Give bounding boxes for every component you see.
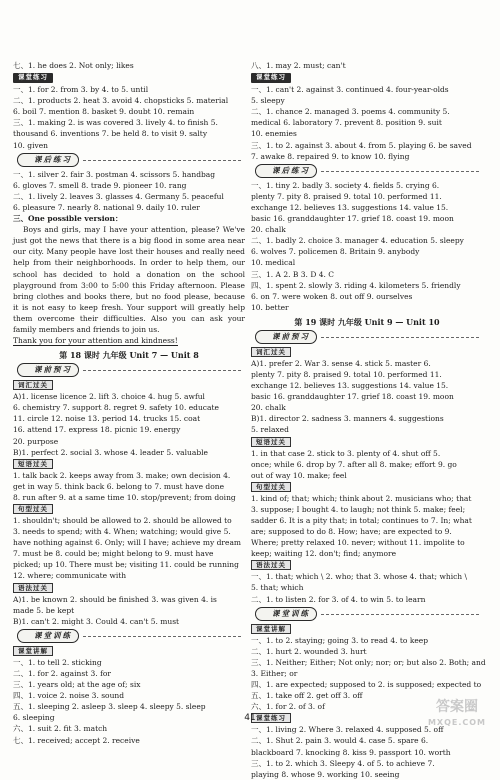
subsection-juxing: 句型过关 [251, 482, 291, 492]
subsection-jiangjie: 课堂讲解 [13, 646, 53, 656]
watermark-text: 答案圈 [436, 699, 478, 715]
banner-label: 课前预习 [17, 363, 79, 377]
answer-line: 1. shouldn't; should be allowed to 2. should be allowed to [13, 516, 232, 525]
answer-line: 六、1. suit 2. fit 3. match [13, 724, 108, 734]
right-column [251, 60, 486, 780]
subsection-duanyu: 短语过关 [13, 459, 53, 469]
answer-line: plenty 7. pity 8. praised 9. total 10. performed 11. [251, 191, 442, 201]
subsection-cihui: 词汇过关 [251, 347, 291, 357]
divider [321, 171, 479, 172]
answer-line: 五、1. sleeping 2. asleep 3. sleep 4. sleepy 5. sleep [13, 702, 206, 712]
answer-line: keep; waiting 12. don't; find; anymore [251, 549, 397, 559]
answer-line: 二、1. chance 2. managed 3. poems 4. community 5. [251, 107, 450, 117]
section-banner-ketang [251, 607, 483, 622]
answer-line: A)1. prefer 2. War 3. sense 4. stick 5. master 6. [251, 358, 431, 368]
watermark-url: MXQE.COM [427, 718, 487, 727]
subsection-duanyu: 短语过关 [251, 437, 291, 447]
answer-line: 三、1. to 2. which 3. Sleepy 4. of 5. to achieve 7. [251, 758, 435, 768]
answer-line: 6. wolves 7. policemen 8. Britain 9. anybody [251, 247, 420, 257]
answer-line: 10. medical [251, 258, 296, 268]
divider [83, 160, 241, 161]
divider [83, 370, 241, 371]
answer-line: 5. sleepy [251, 96, 285, 106]
answer-line: 三、1. making 2. is was covered 3. lively 4. to finish 5. [13, 118, 218, 128]
answer-line: basic 16. granddaughter 17. grief 18. coast 19. moon [251, 392, 454, 402]
answer-line: 三、1. Neither; Either; Not only; nor; or; but also 2. Both; and [251, 657, 486, 667]
answer-line: basic 16. granddaughter 17. grief 18. coast 19. moon [251, 214, 454, 224]
answer-line: have nothing against 6. Only; will I have; achieve my dream [13, 538, 242, 548]
answer-line: 3. needs to spend; with 4. When; watching; would give 5. [13, 527, 231, 537]
answer-line: 七、1. he does 2. Not only; likes [13, 61, 134, 70]
answer-line: 二、1. for 2. against 3. for [13, 668, 111, 678]
section-banner-kehou [251, 164, 483, 179]
answer-line: 四、1. are expected; supposed to 2. is supposed; expected to [251, 680, 482, 690]
answer-line: are; supposed to do 8. How; have; are expected to 9. [251, 527, 452, 537]
answer-line: made 5. be kept [13, 605, 75, 615]
divider [321, 337, 479, 338]
answer-line: 四、1. voice 2. noise 3. sound [13, 691, 125, 701]
answer-line: 20. chalk [251, 403, 286, 413]
essay-text: Boys and girls, may I have your attention, please? We've just got the news that there is a big flood in some area near our city. Many people have lost their houses and really need help from their neighborhoods. In order to help them, our school has decided to hold a donation on the school playground from 3:00 to 5:00 this Friday afternoon. Please bring clothes and books there, but no food please, because it is not easy to keep fresh. Your support will greatly help them overcome their difficulties. Also you can ask your family members and friends to join us. [13, 225, 245, 334]
answer-line: 三、One possible version： [13, 214, 123, 224]
divider [321, 614, 479, 615]
answer-line: 一、1. living 2. Where 3. relaxed 4. supposed 5. off [251, 725, 444, 735]
answer-line: picked; up 10. There must be; visiting 11. could be running [13, 560, 239, 570]
banner-label: 课堂训练 [17, 629, 79, 643]
answer-line: 二、1. hurt 2. wounded 3. hurt [251, 646, 367, 656]
answer-line: exchange 12. believes 13. suggestions 14. value 15. [251, 381, 449, 391]
answer-line: 五、1. take off 2. get off 3. off [251, 691, 363, 701]
section-banner-ketang [13, 629, 245, 644]
answer-line: thousand 6. inventions 7. be held 8. to visit 9. salty [13, 129, 208, 139]
answer-line: 6. pleasure 7. nearly 8. national 9. daily 10. ruler [13, 202, 200, 212]
answer-line: 二、1. badly 2. choice 3. manager 4. education 5. sleepy [251, 236, 464, 246]
section-ketang-lianxi: 课堂练习 [251, 73, 291, 83]
answer-line: Where; pretty relaxed 10. never; without 11. impolite to [251, 538, 465, 548]
answer-line: 六、1. for 2. of 3. of [251, 702, 325, 712]
left-column [13, 60, 245, 746]
divider [83, 636, 241, 637]
answer-line: medical 6. laboratory 7. prevent 8. position 9. suit [251, 118, 442, 128]
lesson-title: 第 18 课时 九年级 Unit 7 — Unit 8 [59, 350, 199, 361]
answer-line: A)1. license licence 2. lift 3. choice 4. hug 5. awful [13, 392, 205, 402]
answer-line: plenty 7. pity 8. praised 9. total 10. performed 11. [251, 369, 442, 379]
subsection-jiangjie: 课堂讲解 [251, 624, 291, 634]
answer-line: blackboard 7. knocking 8. kiss 9. passport 10. worth [251, 747, 451, 757]
lesson-title: 第 19 课时 九年级 Unit 9 — Unit 10 [294, 316, 440, 327]
answer-line: 一、1. silver 2. fair 3. postman 4. scissors 5. handbag [13, 169, 216, 179]
answer-line: 8. run after 9. at a same time 10. stop/prevent; from doing [13, 492, 236, 502]
answer-line: 3. suppose; I bought 4. to laugh; not think 5. make; feel; [251, 504, 466, 514]
answer-line: 一、1. to 2. staying; going 3. to read 4. to keep [251, 635, 429, 645]
subsection-lianxi: 课堂练习 [251, 713, 291, 723]
answer-line: 一、1. to tell 2. sticking [13, 657, 102, 667]
subsection-juxing: 句型过关 [13, 504, 53, 514]
banner-label: 课后练习 [255, 164, 317, 178]
answer-line: 八、1. may 2. must; can't [251, 61, 346, 70]
answer-line: out of way 10. make; feel [251, 470, 347, 480]
answer-line: 20. purpose [13, 436, 59, 446]
answer-line: 二、1. lively 2. leaves 3. glasses 4. Germany 5. peaceful [13, 191, 224, 201]
banner-label: 课后练习 [17, 153, 79, 167]
answer-line: 1. kind of; that; which; think about 2. musicians who; that [251, 493, 472, 503]
answer-line: 七、1. received; accept 2. receive [13, 735, 140, 745]
section-banner-keqian [13, 363, 245, 378]
answer-line: 7. must be 8. could be; might belong to 9. must have [13, 549, 214, 559]
answer-line: 三、1. to 2. against 3. about 4. from 5. playing 6. be saved [251, 140, 472, 150]
lesson-heading-18 [13, 349, 245, 361]
answer-line: 10. better [251, 302, 289, 312]
answer-line: B)1. can't 2. might 3. Could 4. can't 5. must [13, 616, 180, 626]
answer-line: A)1. be known 2. should be finished 3. was given 4. is [13, 594, 217, 604]
section-ketang-lianxi: 课堂练习 [13, 73, 53, 83]
answer-line: 二、1. Shut 2. pain 3. would 4. case 5. spare 6. [251, 736, 429, 746]
subsection-cihui: 词汇过关 [13, 380, 53, 390]
answer-line: B)1. director 2. sadness 3. manners 4. suggestions [251, 414, 444, 424]
answer-line: 四、1. spent 2. slowly 3. riding 4. kilometers 5. friendly [251, 280, 461, 290]
banner-label: 课堂训练 [255, 607, 317, 621]
section-banner-kehou [13, 153, 245, 168]
answer-line: 一、1. for 2. from 3. by 4. to 5. until [13, 85, 149, 95]
answer-line: 11. circle 12. noise 13. period 14. trucks 15. coat [13, 414, 201, 424]
answer-line: exchange 12. believes 13. suggestions 14. value 15. [251, 202, 449, 212]
lesson-heading-19 [251, 316, 483, 328]
answer-line: 6. sleeping [13, 713, 55, 723]
answer-line: 6. boil 7. mention 8. basket 9. doubt 10. remain [13, 107, 195, 117]
answer-line: 20. chalk [251, 225, 286, 235]
answer-line: 1. in that case 2. stick to 3. plenty of 4. shut off 5. [251, 448, 441, 458]
answer-line: 一、1. tiny 2. badly 3. society 4. fields 5. crying 6. [251, 180, 440, 190]
answer-line: 6. on 7. were woken 8. out off 9. ourselves [251, 291, 413, 301]
subsection-yufa: 语法过关 [251, 560, 291, 570]
answer-line: 一、1. that; which \ 2. who; that 3. whose 4. that; which \ [251, 572, 468, 582]
answer-line: 12. where; communicate with [13, 571, 127, 581]
answer-line: 三、1. A 2. B 3. D 4. C [251, 269, 334, 279]
answer-line: B)1. perfect 2. social 3. whose 4. leader 5. valuable [13, 447, 208, 457]
watermark-logo [420, 700, 494, 732]
answer-line: 3. Either; or [251, 668, 298, 678]
answer-line: 16. attend 17. express 18. picnic 19. energy [13, 425, 181, 435]
subsection-yufa: 语法过关 [13, 583, 53, 593]
answer-line: 一、1. can't 2. against 3. continued 4. four-year-olds [251, 85, 449, 95]
answer-line: 10. enemies [251, 129, 297, 139]
answer-line: 二、1. products 2. heat 3. avoid 4. chopsticks 5. material [13, 96, 229, 106]
answer-line: 6. gloves 7. smell 8. trade 9. pioneer 10. rang [13, 180, 187, 190]
answer-line: 6. chemistry 7. support 8. regret 9. safety 10. educate [13, 403, 219, 413]
answer-line: sadder 6. It is a pity that; in total; continues to 7. In; what [251, 516, 472, 525]
page-number: 41 [244, 713, 256, 723]
banner-label: 课前预习 [255, 330, 317, 344]
answer-line: 1. talk back 2. keeps away from 3. make; own decision 4. [13, 470, 231, 480]
answer-line: 10. given [13, 140, 49, 150]
answer-line: 二、1. to listen 2. for 3. of 4. to win 5. to learn [251, 594, 426, 604]
answer-line: 三、1. years old; at the age of; six [13, 680, 141, 690]
answer-line: get in way 5. think back 6. belong to 7. must have done [13, 481, 225, 491]
answer-line: 5. relaxed [251, 425, 289, 435]
section-banner-keqian [251, 330, 483, 345]
answer-line: 5. that; which [251, 583, 304, 593]
answer-line: once; while 6. drop by 7. after all 8. make; effort 9. go [251, 459, 457, 469]
answer-line: playing 8. whose 9. working 10. seeing [251, 769, 400, 779]
answer-line: 7. awake 8. repaired 9. to know 10. flying [251, 151, 410, 161]
essay-closing: Thank you for your attention and kindness! [13, 336, 178, 346]
